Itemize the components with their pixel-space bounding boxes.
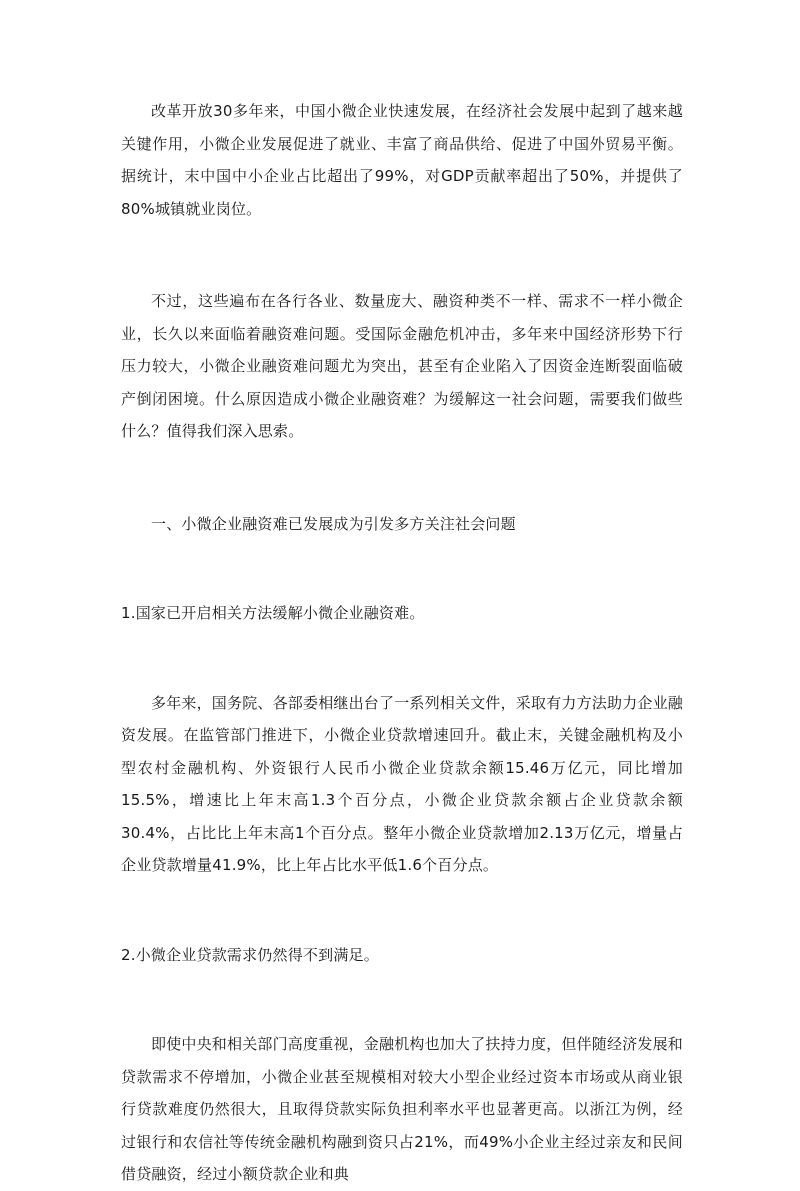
subheading-unmet-demand: 2.小微企业贷款需求仍然得不到满足。 xyxy=(121,945,379,964)
section-heading: 一、小微企业融资难已发展成为引发多方关注社会问题 xyxy=(151,514,516,533)
spacer xyxy=(121,971,683,1028)
spacer xyxy=(121,448,683,508)
spacer xyxy=(121,882,683,939)
paragraph-reform-overview: 改革开放30多年来，中国小微企业快速发展，在经济社会发展中起到了越来越关键作用，小微企业发展促进了就业、丰富了商品供给、促进了中国外贸易平衡。据统计，末中国中小企业占比超出了99%，对GDP贡献率超出了50%，并提供了80%城镇就业岗位。 xyxy=(121,102,683,218)
spacer xyxy=(121,630,683,687)
paragraph-financing-difficulty: 不过，这些遍布在各行各业、数量庞大、融资种类不一样、需求不一样小微企业，长久以来面临着融资难问题。受国际金融危机冲击，多年来中国经济形势下行压力较大，小微企业融资难问题尤为突出，甚至有企业陷入了因资金连断裂面临破产倒闭困境。什么原因造成小微企业融资难？为缓解这一社会问题，需要我们做些什么？值得我们深入思索。 xyxy=(121,292,683,440)
spacer xyxy=(121,225,683,285)
document-page xyxy=(121,95,683,1191)
paragraph-zhejiang-example: 即使中央和相关部门高度重视，金融机构也加大了扶持力度，但伴随经济发展和贷款需求不停增加，小微企业甚至规模相对较大小型企业经过资本市场或从商业银行贷款难度仍然很大，且取得贷款实际负担利率水平也显著更高。以浙江为例，经过银行和农信社等传统金融机构融到资只占21%，而49%小企业主经过亲友和民间借贷融资，经过小额贷款企业和典 xyxy=(121,1035,684,1183)
subheading-national-measures: 1.国家已开启相关方法缓解小微企业融资难。 xyxy=(121,604,425,622)
spacer xyxy=(121,540,683,597)
paragraph-loan-statistics: 多年来，国务院、各部委相继出台了一系列相关文件，采取有力方法助力企业融资发展。在监管部门推进下，小微企业贷款增速回升。截止末，关键金融机构及小型农村金融机构、外资银行人民币小微企业贷款余额15.46万亿元，同比增加15.5%，增速比上年末高1.3个百分点，小微企业贷款余额占企业贷款余额30.4%，占比比上年末高1个百分点。整年小微企业贷款增加2.13万亿元，增量占企业贷款增量41.9%，比上年占比水平低1.6个百分点。 xyxy=(121,693,684,874)
